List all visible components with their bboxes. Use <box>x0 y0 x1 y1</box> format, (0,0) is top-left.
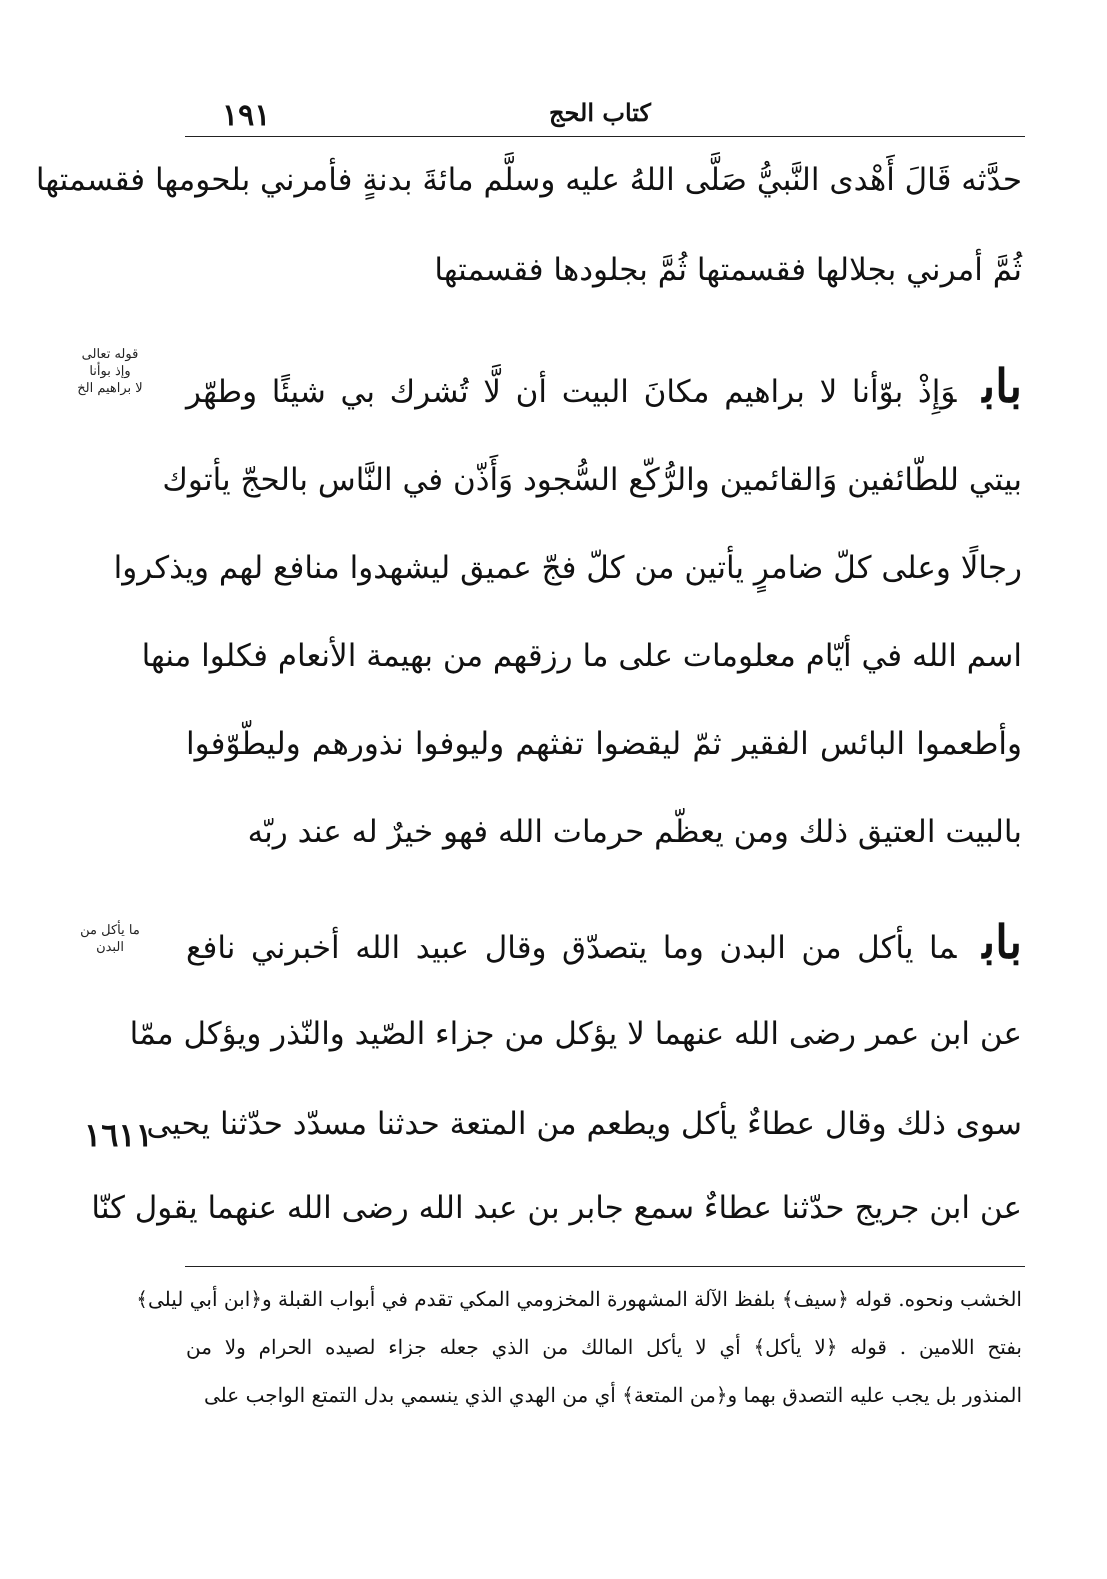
text-line: عن ابن عمر رضى الله عنهما لا يؤكل من جزاء الصّيد والنّذر ويؤكل ممّا <box>129 1016 1022 1052</box>
footnote-line: الخشب ونحوه. قوله ﴿سيف﴾ بلفظ الآلة المشهورة المخزومي المكي تقدم في أبواب القبلة و﴿ابن أبي ليلى﴾ <box>136 1287 1022 1311</box>
margin-note-line: البدن <box>96 940 124 955</box>
margin-note-line: لا براهيم الخ <box>77 381 143 396</box>
text-line: حدَّثه قَالَ أَهْدى النَّبيُّ صَلَّى اللهُ عليه وسلَّم مائةَ بدنةٍ فأمرني بلحومها فقسمتها <box>35 162 1022 198</box>
bab-heading: باب <box>982 915 1022 969</box>
text-line: وأطعموا البائس الفقير ثمّ ليقضوا تفثهم وليوفوا نذورهم وليطّوّفوا <box>186 726 1022 762</box>
margin-note-line: قوله تعالى <box>81 347 139 362</box>
text-line: بالبيت العتيق ذلك ومن يعظّم حرمات الله فهو خيرٌ له عند ربّه <box>247 814 1022 850</box>
text-line: سوى ذلك وقال عطاءٌ يأكل ويطعم من المتعة حدثنا مسدّد حدّثنا يحيى <box>146 1106 1022 1142</box>
text-line: بيتي للطّائفين وَالقائمين والرُّكّع السُّجود وَأَذّن في النَّاس بالحجّ يأتوك <box>162 462 1022 498</box>
bab2-heading-line <box>186 915 1022 969</box>
page-number: ١٩١ <box>222 98 271 133</box>
bab2-title: ما يأكل من البدن وما يتصدّق وقال عبيد الله أخبرني نافع <box>186 930 957 966</box>
margin-note-line: وإذ بوأنا <box>89 364 131 379</box>
header-rule <box>185 136 1025 137</box>
footnote-line: بفتح اللامين . قوله ﴿لا يأكل﴾ أي لا يأكل المالك من الذي جعله جزاء لصيده الحرام ولا من <box>186 1335 1022 1359</box>
hadith-number: ١٦١١ <box>84 1116 153 1154</box>
page-header <box>180 92 1020 132</box>
margin-note-bab2 <box>60 922 160 956</box>
text-line: اسم الله في أيّام معلومات على ما رزقهم من بهيمة الأنعام فكلوا منها <box>141 638 1022 674</box>
margin-note-line: ما يأكل من <box>80 923 140 938</box>
footnote-line: المنذور بل يجب عليه التصدق بهما و﴿من المتعة﴾ أي من الهدي الذي ينسمي بدل التمتع الواجب على <box>204 1383 1022 1407</box>
footnote-rule <box>185 1266 1025 1267</box>
text-line: ثُمَّ أمرني بجلالها فقسمتها ثُمَّ بجلودها فقسمتها <box>434 252 1022 288</box>
margin-note-bab1 <box>60 346 160 397</box>
text-line: رجالًا وعلى كلّ ضامرٍ يأتين من كلّ فجّ عميق ليشهدوا منافع لهم ويذكروا <box>113 550 1022 586</box>
bab-heading: باب <box>982 359 1022 413</box>
text-line: عن ابن جريج حدّثنا عطاءٌ سمع جابر بن عبد الله رضى الله عنهما يقول كنّا <box>91 1190 1022 1226</box>
bab1-heading-line <box>186 359 1022 413</box>
bab1-title: وَإِذْ بوّأنا لا براهيم مكانَ البيت أن لَّا تُشرك بي شيئًا وطهّر <box>186 374 957 410</box>
book-title: كتاب الحج <box>549 98 651 127</box>
